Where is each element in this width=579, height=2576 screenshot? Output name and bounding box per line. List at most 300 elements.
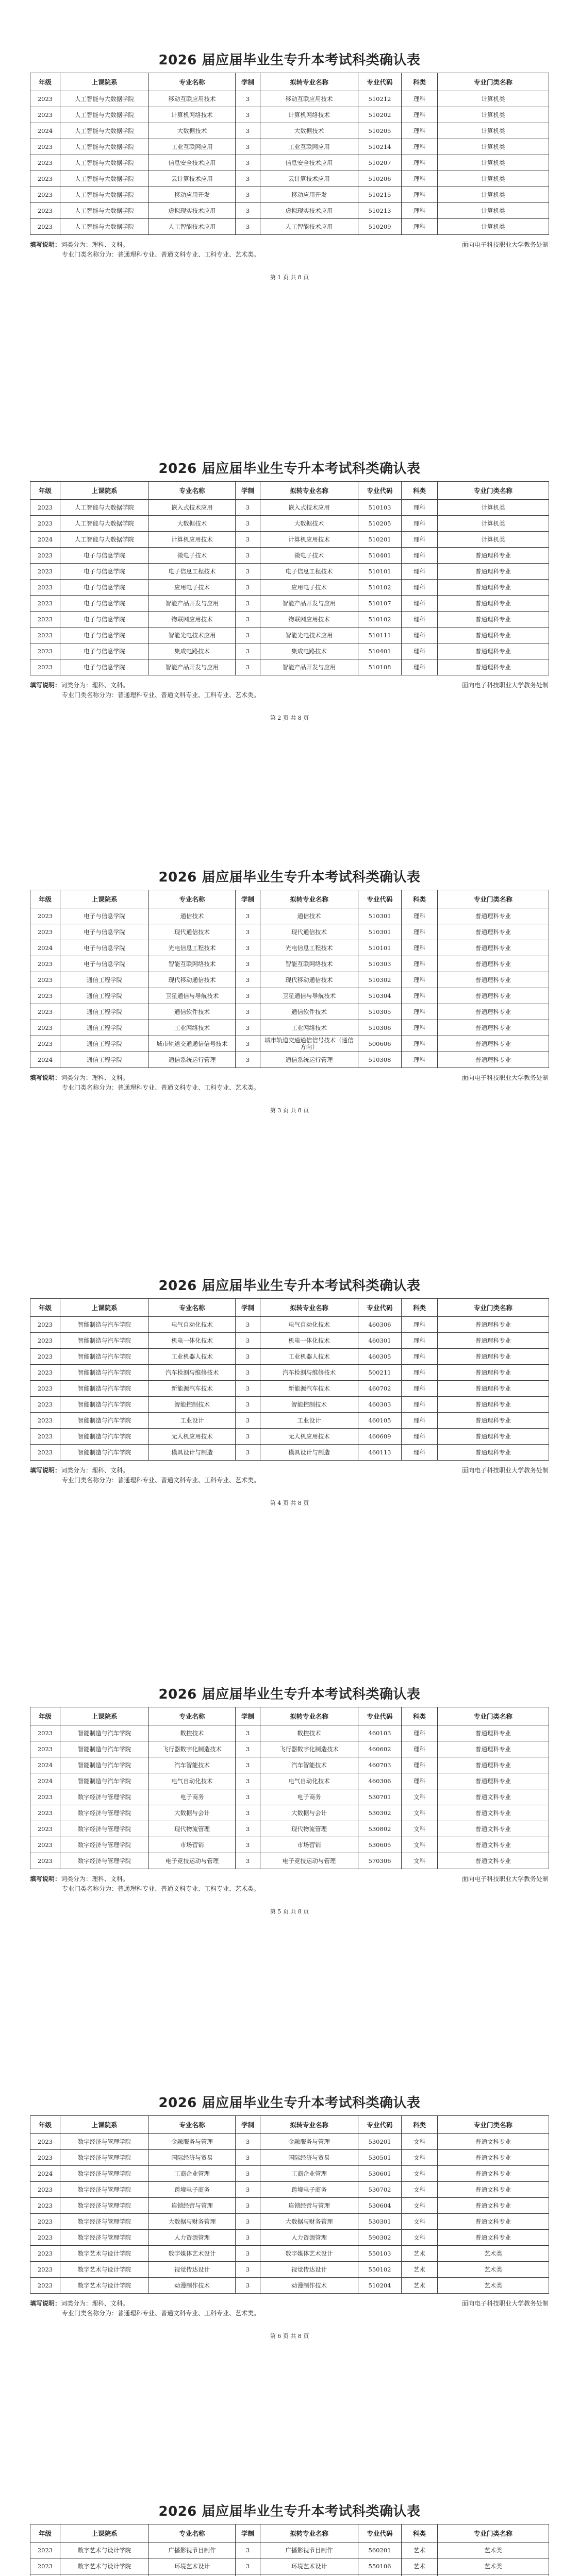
column-header: 年级 <box>30 73 60 91</box>
table-cell: 普通文科专业 <box>438 2198 549 2214</box>
column-header: 专业门类名称 <box>438 890 549 908</box>
table-cell: 460702 <box>358 1381 402 1397</box>
table-cell: 510205 <box>358 123 402 139</box>
table-cell: 3 <box>236 2278 260 2294</box>
table-row <box>30 1349 549 1365</box>
table-cell: 2023 <box>30 203 60 219</box>
table-cell: 智能制造与汽车学院 <box>60 1429 149 1445</box>
table-cell: 智能制造与汽车学院 <box>60 1741 149 1757</box>
issuer-note: 面向电子科技职业大学教务处制 <box>461 2300 549 2307</box>
table-row <box>30 1365 549 1381</box>
table-row <box>30 2198 549 2214</box>
table-cell: 理科 <box>402 1429 438 1445</box>
table-cell: 560201 <box>358 2543 402 2558</box>
table-cell: 大数据与财务管理 <box>149 2214 236 2230</box>
table-cell: 数字经济与管理学院 <box>60 2198 149 2214</box>
table-cell: 3 <box>236 532 260 548</box>
table-cell: 工业设计 <box>149 1413 236 1429</box>
table-cell: 460113 <box>358 1445 402 1461</box>
table-cell: 电子与信息学院 <box>60 612 149 628</box>
table-cell: 工业设计 <box>260 1413 358 1429</box>
table-cell: 通信工程学院 <box>60 1004 149 1020</box>
table-cell: 普通文科专业 <box>438 2150 549 2166</box>
table-cell: 计算机网络技术 <box>149 107 236 123</box>
table-row <box>30 1445 549 1461</box>
table-row <box>30 187 549 203</box>
table-cell: 文科 <box>402 2150 438 2166</box>
table-cell: 计算机类 <box>438 155 549 171</box>
table-cell: 卫星通信与导航技术 <box>149 988 236 1004</box>
table-cell <box>60 2574 149 2576</box>
table-cell: 理科 <box>402 1397 438 1413</box>
table-cell: 智能制造与汽车学院 <box>60 1365 149 1381</box>
table-cell: 人工智能与大数据学院 <box>60 219 149 235</box>
table-cell: 通信工程学院 <box>60 1036 149 1052</box>
table-cell: 3 <box>236 2558 260 2574</box>
table-cell: 理科 <box>402 123 438 139</box>
table-row <box>30 1333 549 1349</box>
table-cell: 2023 <box>30 908 60 924</box>
table-cell: 环境艺术设计 <box>149 2558 236 2574</box>
table-row <box>30 628 549 643</box>
table-cell: 460305 <box>358 1349 402 1365</box>
table-row <box>30 1397 549 1413</box>
table-row <box>30 1821 549 1837</box>
table-cell: 人工智能与大数据学院 <box>60 123 149 139</box>
table-cell: 文科 <box>402 2230 438 2246</box>
table-cell: 2023 <box>30 2182 60 2198</box>
table-cell: 移动应用开发 <box>260 187 358 203</box>
note-line: 词类分为：理科、文科。 <box>61 2300 129 2307</box>
table-cell: 文科 <box>402 2198 438 2214</box>
note-line: 专业门类名称分为：普通理科专业、普通文科专业、工科专业、艺术类。 <box>62 1084 260 1091</box>
table-cell: 3 <box>236 1333 260 1349</box>
page-number: 第 2 页 共 8 页 <box>270 715 309 721</box>
table-cell: 理科 <box>402 1036 438 1052</box>
table-cell: 普通理科专业 <box>438 643 549 659</box>
table-cell: 510207 <box>358 155 402 171</box>
column-header: 科类 <box>402 73 438 91</box>
table-cell: 3 <box>236 1773 260 1789</box>
table-cell: 530604 <box>358 2198 402 2214</box>
table-cell: 智能制造与汽车学院 <box>60 1317 149 1333</box>
table-cell: 3 <box>236 1837 260 1853</box>
page-title: 2026 届应届毕业生专升本考试科类确认表 <box>158 461 421 477</box>
table-row <box>30 2558 549 2574</box>
column-header: 专业名称 <box>149 1707 236 1725</box>
table-cell: 机电一体化技术 <box>260 1333 358 1349</box>
table-cell: 3 <box>236 940 260 956</box>
table-cell: 数字经济与管理学院 <box>60 2134 149 2150</box>
table-cell: 530302 <box>358 1805 402 1821</box>
table-cell: 普通理科专业 <box>438 1317 549 1333</box>
table-cell: 理科 <box>402 596 438 612</box>
table-cell: 飞行器数字化制造技术 <box>260 1741 358 1757</box>
table-cell: 云计算技术应用 <box>149 171 236 187</box>
table-row <box>30 2278 549 2294</box>
table-cell: 卫星通信与导航技术 <box>260 988 358 1004</box>
table-cell: 通信工程学院 <box>60 1020 149 1036</box>
table-cell: 普通理科专业 <box>438 1429 549 1445</box>
column-header: 专业代码 <box>358 1707 402 1725</box>
table-row <box>30 2182 549 2198</box>
table-cell: 3 <box>236 2198 260 2214</box>
table-cell: 艺术类 <box>438 2278 549 2294</box>
column-header: 学制 <box>236 1707 260 1725</box>
table-row <box>30 1853 549 1869</box>
table-cell: 2023 <box>30 1349 60 1365</box>
table-cell: 跨境电子商务 <box>149 2182 236 2198</box>
table-cell: 人工智能与大数据学院 <box>60 155 149 171</box>
table-cell: 智能制造与汽车学院 <box>60 1725 149 1741</box>
table-cell: 应用电子技术 <box>260 580 358 596</box>
table-cell: 3 <box>236 1757 260 1773</box>
issuer-note: 面向电子科技职业大学教务处制 <box>461 1875 549 1883</box>
table-cell: 广播影视节目制作 <box>149 2543 236 2558</box>
table-cell: 理科 <box>402 1020 438 1036</box>
table-row <box>30 612 549 628</box>
column-header: 上课院系 <box>60 1299 149 1317</box>
table-cell: 普通理科专业 <box>438 1349 549 1365</box>
table-cell: 2023 <box>30 2262 60 2278</box>
table-cell: 3 <box>236 155 260 171</box>
table-cell: 通信软件技术 <box>149 1004 236 1020</box>
table-row <box>30 1757 549 1773</box>
table-cell: 510214 <box>358 139 402 155</box>
table-row <box>30 2574 549 2576</box>
table-cell: 2024 <box>30 1052 60 1068</box>
table-cell <box>358 2574 402 2576</box>
table-cell: 国际经济与贸易 <box>260 2150 358 2166</box>
table-cell: 数字媒体艺术设计 <box>149 2246 236 2262</box>
table-cell: 人工智能技术应用 <box>149 219 236 235</box>
table-cell: 艺术类 <box>438 2558 549 2574</box>
table-cell: 500211 <box>358 1365 402 1381</box>
table-cell: 普通理科专业 <box>438 659 549 675</box>
table-row <box>30 596 549 612</box>
table-cell: 人工智能与大数据学院 <box>60 516 149 532</box>
table-cell: 普通理科专业 <box>438 1333 549 1349</box>
table-cell: 510107 <box>358 596 402 612</box>
table-cell: 电子与信息学院 <box>60 643 149 659</box>
table-row <box>30 1381 549 1397</box>
table-cell: 510212 <box>358 91 402 107</box>
table-cell: 3 <box>236 219 260 235</box>
table-cell: 电子与信息学院 <box>60 908 149 924</box>
notes <box>30 240 579 260</box>
table-cell: 普通理科专业 <box>438 956 549 972</box>
table-cell: 广播影视节目制作 <box>260 2543 358 2558</box>
table-cell: 3 <box>236 1317 260 1333</box>
table-row <box>30 2150 549 2166</box>
table-cell: 2023 <box>30 972 60 988</box>
table-cell: 2023 <box>30 1397 60 1413</box>
table-cell: 普通文科专业 <box>438 2230 549 2246</box>
table-cell: 数控技术 <box>149 1725 236 1741</box>
notes <box>30 1466 579 1485</box>
table-cell: 视觉传达设计 <box>260 2262 358 2278</box>
table-cell: 普通理科专业 <box>438 972 549 988</box>
table-row <box>30 580 549 596</box>
table-cell: 智能互联网络技术 <box>149 956 236 972</box>
note-line: 专业门类名称分为：普通理科专业、普通文科专业、工科专业、艺术类。 <box>62 691 260 699</box>
table-cell: 3 <box>236 2166 260 2182</box>
table-cell: 普通理科专业 <box>438 1725 549 1741</box>
table-cell: 普通文科专业 <box>438 1837 549 1853</box>
issuer-note: 面向电子科技职业大学教务处制 <box>461 241 549 248</box>
table-cell: 理科 <box>402 1365 438 1381</box>
table-cell: 大数据与财务管理 <box>260 2214 358 2230</box>
table-cell: 570306 <box>358 1853 402 1869</box>
table-cell: 理科 <box>402 1413 438 1429</box>
column-header: 专业代码 <box>358 1299 402 1317</box>
table-cell: 2024 <box>30 940 60 956</box>
table-cell: 信息安全技术应用 <box>260 155 358 171</box>
table-cell: 理科 <box>402 155 438 171</box>
table-cell: 人力资源管理 <box>149 2230 236 2246</box>
table-row <box>30 1789 549 1805</box>
note-label: 填写说明： <box>30 1875 61 1883</box>
table-cell: 机电一体化技术 <box>149 1333 236 1349</box>
table-row <box>30 564 549 580</box>
table-cell: 460609 <box>358 1429 402 1445</box>
table-row <box>30 940 549 956</box>
note-line: 词类分为：理科、文科。 <box>61 1467 129 1474</box>
table-cell: 460301 <box>358 1333 402 1349</box>
table-cell: 艺术 <box>402 2278 438 2294</box>
page <box>0 2043 579 2451</box>
table-cell: 普通文科专业 <box>438 2182 549 2198</box>
notes <box>30 681 579 700</box>
table-cell: 2023 <box>30 1837 60 1853</box>
table-cell: 智能产品开发与应用 <box>149 659 236 675</box>
table-cell: 智能光电技术应用 <box>260 628 358 643</box>
table-cell: 510304 <box>358 988 402 1004</box>
table-row <box>30 908 549 924</box>
table-cell: 计算机网络技术 <box>260 107 358 123</box>
table-cell <box>236 2574 260 2576</box>
table-cell: 510201 <box>358 532 402 548</box>
table-cell: 物联网应用技术 <box>149 612 236 628</box>
table-cell: 2023 <box>30 139 60 155</box>
table-cell: 460306 <box>358 1317 402 1333</box>
table-cell: 普通理科专业 <box>438 548 549 564</box>
table-cell: 2024 <box>30 1757 60 1773</box>
table-cell <box>438 2574 549 2576</box>
table-cell: 普通文科专业 <box>438 1805 549 1821</box>
table-cell: 3 <box>236 1853 260 1869</box>
table-cell: 3 <box>236 1741 260 1757</box>
table-cell: 文科 <box>402 2166 438 2182</box>
table-cell: 2023 <box>30 612 60 628</box>
note-label: 填写说明： <box>30 241 61 248</box>
column-header: 年级 <box>30 2116 60 2134</box>
table-cell: 510301 <box>358 908 402 924</box>
table-cell: 3 <box>236 2543 260 2558</box>
note-line: 词类分为：理科、文科。 <box>61 682 129 689</box>
table-cell: 人工智能与大数据学院 <box>60 203 149 219</box>
column-header: 拟转专业名称 <box>260 2524 358 2543</box>
table-cell: 2023 <box>30 1004 60 1020</box>
table-cell <box>260 2574 358 2576</box>
table-cell: 数字经济与管理学院 <box>60 1853 149 1869</box>
table-cell: 530802 <box>358 1821 402 1837</box>
table-cell: 电子与信息学院 <box>60 628 149 643</box>
table-cell: 3 <box>236 548 260 564</box>
table-row <box>30 1052 549 1068</box>
table-cell: 计算机类 <box>438 516 549 532</box>
table-cell: 跨境电子商务 <box>260 2182 358 2198</box>
table-cell: 光电信息工程技术 <box>149 940 236 956</box>
table-row <box>30 924 549 940</box>
notes <box>30 1874 579 1894</box>
column-header: 专业门类名称 <box>438 1299 549 1317</box>
table-cell: 文科 <box>402 2214 438 2230</box>
notes <box>30 1073 579 1093</box>
table-row <box>30 203 549 219</box>
table-cell: 510302 <box>358 972 402 988</box>
note-line: 专业门类名称分为：普通理科专业、普通文科专业、工科专业、艺术类。 <box>62 1477 260 1484</box>
table-cell: 510101 <box>358 564 402 580</box>
table-cell: 汽车智能技术 <box>149 1757 236 1773</box>
table-cell: 3 <box>236 500 260 516</box>
table-cell: 理科 <box>402 643 438 659</box>
table-row <box>30 500 549 516</box>
table-cell: 2023 <box>30 956 60 972</box>
note-label: 填写说明： <box>30 682 61 689</box>
table-cell: 移动互联应用技术 <box>260 91 358 107</box>
column-header: 上课院系 <box>60 2116 149 2134</box>
table-cell: 590302 <box>358 2230 402 2246</box>
table-cell: 2024 <box>30 2166 60 2182</box>
table-row <box>30 2246 549 2262</box>
column-header: 上课院系 <box>60 2524 149 2543</box>
table-cell: 510205 <box>358 516 402 532</box>
column-header: 专业名称 <box>149 73 236 91</box>
table-cell: 数字经济与管理学院 <box>60 1789 149 1805</box>
column-header: 专业门类名称 <box>438 1707 549 1725</box>
table-cell: 普通理科专业 <box>438 1397 549 1413</box>
table-cell: 大数据技术 <box>149 516 236 532</box>
table-cell: 计算机类 <box>438 123 549 139</box>
table-cell: 汽车智能技术 <box>260 1757 358 1773</box>
table-cell: 3 <box>236 596 260 612</box>
table-cell: 电气自动化技术 <box>260 1773 358 1789</box>
column-header: 科类 <box>402 482 438 500</box>
column-header: 科类 <box>402 890 438 908</box>
table-cell: 2024 <box>30 532 60 548</box>
page <box>0 817 579 1226</box>
table-cell: 2023 <box>30 2214 60 2230</box>
table-cell: 510213 <box>358 203 402 219</box>
table-cell: 理科 <box>402 1445 438 1461</box>
column-header: 学制 <box>236 482 260 500</box>
column-header: 专业门类名称 <box>438 73 549 91</box>
table-cell: 3 <box>236 988 260 1004</box>
table-cell: 通信系统运行管理 <box>149 1052 236 1068</box>
table-cell: 数字经济与管理学院 <box>60 2166 149 2182</box>
table-cell: 2023 <box>30 500 60 516</box>
table-cell: 3 <box>236 1413 260 1429</box>
column-header: 专业代码 <box>358 2524 402 2543</box>
table-cell: 2023 <box>30 187 60 203</box>
table-cell: 理科 <box>402 203 438 219</box>
table-cell: 智能产品开发与应用 <box>260 596 358 612</box>
page-title: 2026 届应届毕业生专升本考试科类确认表 <box>158 1278 421 1294</box>
table-cell: 理科 <box>402 187 438 203</box>
table-cell: 2023 <box>30 1365 60 1381</box>
table-cell: 智能互联网络技术 <box>260 956 358 972</box>
page-title: 2026 届应届毕业生专升本考试科类确认表 <box>158 1687 421 1702</box>
table-header-row <box>30 2524 549 2543</box>
table-row <box>30 107 549 123</box>
table-cell: 普通理科专业 <box>438 564 549 580</box>
column-header: 拟转专业名称 <box>260 2116 358 2134</box>
column-header: 专业门类名称 <box>438 482 549 500</box>
table-header-row <box>30 482 549 500</box>
table-row <box>30 643 549 659</box>
table-cell: 智能产品开发与应用 <box>260 659 358 675</box>
table-cell: 460103 <box>358 1725 402 1741</box>
table-cell: 数字艺术与设计学院 <box>60 2278 149 2294</box>
table-cell: 2023 <box>30 988 60 1004</box>
table-row <box>30 516 549 532</box>
table-cell: 3 <box>236 1004 260 1020</box>
table-cell: 510401 <box>358 548 402 564</box>
table-cell: 大数据技术 <box>260 516 358 532</box>
table-cell: 数字艺术与设计学院 <box>60 2246 149 2262</box>
page-title: 2026 届应届毕业生专升本考试科类确认表 <box>158 870 421 885</box>
table-cell: 510206 <box>358 171 402 187</box>
table-cell: 文科 <box>402 1821 438 1837</box>
table-cell: 大数据技术 <box>260 123 358 139</box>
table-cell: 工业机器人技术 <box>260 1349 358 1365</box>
table-cell: 微电子技术 <box>149 548 236 564</box>
note-line: 词类分为：理科、文科。 <box>61 241 129 248</box>
table-cell: 2023 <box>30 2230 60 2246</box>
table-cell: 3 <box>236 123 260 139</box>
table-cell: 普通理科专业 <box>438 628 549 643</box>
table-cell: 3 <box>236 91 260 107</box>
table-cell: 普通理科专业 <box>438 940 549 956</box>
table-cell: 国际经济与贸易 <box>149 2150 236 2166</box>
table-cell: 人力资源管理 <box>260 2230 358 2246</box>
table-cell: 2023 <box>30 659 60 675</box>
table-cell: 模具设计与制造 <box>149 1445 236 1461</box>
table-cell: 人工智能与大数据学院 <box>60 107 149 123</box>
table-cell: 3 <box>236 1381 260 1397</box>
table-cell: 理科 <box>402 139 438 155</box>
table-cell: 460703 <box>358 1757 402 1773</box>
column-header: 拟转专业名称 <box>260 1299 358 1317</box>
table-cell: 工商企业管理 <box>260 2166 358 2182</box>
table-cell: 510215 <box>358 187 402 203</box>
table-cell: 2023 <box>30 2198 60 2214</box>
table-cell: 3 <box>236 1821 260 1837</box>
table-cell: 510102 <box>358 580 402 596</box>
table-cell: 3 <box>236 2230 260 2246</box>
note-line: 专业门类名称分为：普通理科专业、普通文科专业、工科专业、艺术类。 <box>62 1885 260 1892</box>
table-cell: 信息安全技术应用 <box>149 155 236 171</box>
table-cell: 智能制造与汽车学院 <box>60 1757 149 1773</box>
table-cell: 工商企业管理 <box>149 2166 236 2182</box>
table-cell: 数字经济与管理学院 <box>60 1805 149 1821</box>
table-cell: 艺术 <box>402 2262 438 2278</box>
table-cell: 人工智能技术应用 <box>260 219 358 235</box>
table-cell: 智能制造与汽车学院 <box>60 1773 149 1789</box>
table-cell: 普通理科专业 <box>438 580 549 596</box>
table-cell: 文科 <box>402 2182 438 2198</box>
